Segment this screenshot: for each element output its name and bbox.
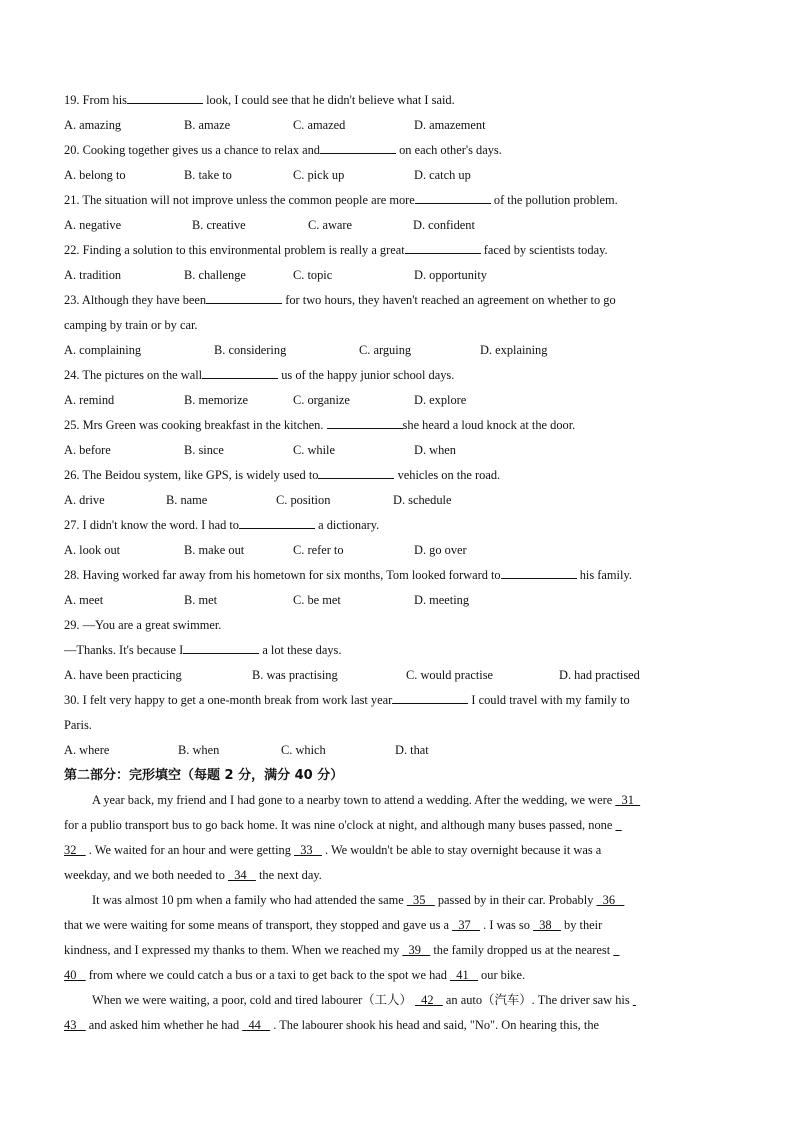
answer-option[interactable]: A. complaining	[64, 343, 142, 357]
answer-option[interactable]: D. had practised	[559, 668, 640, 682]
question-text: The Beidou system, like GPS, is widely used to	[82, 468, 319, 482]
question-number: 20.	[64, 143, 83, 157]
answer-option[interactable]: C. which	[281, 743, 326, 757]
question-stem	[64, 238, 734, 263]
question-text: faced by scientists today.	[480, 243, 608, 257]
question-number: 19.	[64, 93, 83, 107]
answer-blank[interactable]	[202, 364, 278, 379]
answer-option[interactable]: A. look out	[64, 543, 121, 557]
passage-text: When we were waiting, a poor, cold and tired labourer（工人）	[92, 993, 415, 1007]
dialog-text: a lot these days.	[259, 643, 342, 657]
answer-option[interactable]: A. tradition	[64, 268, 122, 282]
answer-option[interactable]: A. before	[64, 443, 111, 457]
passage-text: It was almost 10 pm when a family who had attended the same	[92, 893, 407, 907]
passage-text: by their	[560, 918, 603, 932]
question-number: 24.	[64, 368, 83, 382]
question-stem	[64, 188, 734, 213]
question-text: I didn't know the word. I had to	[82, 518, 239, 532]
question-text: Having worked far away from his hometown for six months, Tom looked forward to	[82, 568, 501, 582]
question-text: of the pollution problem.	[490, 193, 618, 207]
question-text: The situation will not improve unless the common people are more	[82, 193, 415, 207]
passage-text: A year back, my friend and I had gone to a nearby town to attend a wedding. After the wedding, we were	[92, 793, 616, 807]
section-heading: 第二部分：完形填空（每题 2 分，满分 40 分）	[64, 768, 344, 783]
passage-text: from where we could catch a bus or a taxi to get back to the spot we had	[85, 968, 451, 982]
question-text: I could travel with my family to	[468, 693, 630, 707]
question-number: 28.	[64, 568, 83, 582]
cloze-blank[interactable]: 36	[596, 893, 625, 907]
answer-blank[interactable]	[239, 514, 315, 529]
answer-option[interactable]: D. when	[414, 443, 456, 457]
answer-option[interactable]: A. belong to	[64, 168, 126, 182]
cloze-blank[interactable]: 37	[452, 918, 481, 932]
answer-option[interactable]: D. explaining	[480, 343, 548, 357]
answer-option[interactable]: B. challenge	[184, 268, 246, 282]
passage-text: kindness, and I expressed my thanks to them. When we reached my	[64, 943, 403, 957]
options-row	[64, 388, 734, 413]
cloze-blank[interactable]: 34	[228, 868, 256, 882]
answer-blank[interactable]	[501, 564, 577, 579]
cloze-blank[interactable]	[615, 813, 621, 838]
answer-option[interactable]: A. remind	[64, 393, 115, 407]
answer-option[interactable]: D. catch up	[414, 168, 471, 182]
passage-line	[64, 963, 734, 988]
options-row	[64, 163, 734, 188]
cloze-blank[interactable]: 43	[64, 1018, 86, 1032]
cloze-blank[interactable]	[633, 988, 636, 1013]
cloze-blank[interactable]	[613, 938, 619, 963]
options-row	[64, 588, 734, 613]
answer-option[interactable]: B. take to	[184, 168, 232, 182]
options-row	[64, 263, 734, 288]
question-stem	[64, 563, 734, 588]
answer-option[interactable]: A. drive	[64, 493, 105, 507]
answer-option[interactable]: B. met	[184, 593, 218, 607]
passage-text: and asked him whether he had	[85, 1018, 243, 1032]
answer-option[interactable]: B. amaze	[184, 118, 231, 132]
answer-option[interactable]: B. since	[184, 443, 224, 457]
question-continuation: Paris.	[64, 718, 92, 732]
exam-page	[64, 88, 734, 1038]
options-row	[64, 738, 734, 763]
answer-option[interactable]: C. pick up	[293, 168, 345, 182]
answer-option[interactable]: C. position	[276, 493, 331, 507]
cloze-blank[interactable]: 38	[533, 918, 561, 932]
answer-blank[interactable]	[327, 414, 403, 429]
answer-option[interactable]: D. opportunity	[414, 268, 487, 282]
answer-option[interactable]: D. confident	[413, 218, 475, 232]
question-text: I felt very happy to get a one-month break from work last year	[82, 693, 393, 707]
answer-option[interactable]: D. meeting	[414, 593, 470, 607]
passage-line	[64, 1013, 734, 1038]
answer-option[interactable]: D. schedule	[393, 493, 452, 507]
question-text: she heard a loud knock at the door.	[402, 418, 576, 432]
passage-text: . We wouldn't be able to stay overnight because it was a	[321, 843, 602, 857]
question-stem	[64, 88, 734, 113]
answer-option[interactable]: B. make out	[184, 543, 245, 557]
passage-line	[64, 813, 734, 838]
question-number: 21.	[64, 193, 83, 207]
question-text: his family.	[576, 568, 632, 582]
cloze-blank[interactable]: 31	[615, 793, 641, 807]
passage-text: our bike.	[477, 968, 526, 982]
answer-option[interactable]: C. topic	[293, 268, 333, 282]
answer-option[interactable]: C. organize	[293, 393, 350, 407]
question-text: From his	[82, 93, 128, 107]
cloze-blank[interactable]: 40	[64, 968, 86, 982]
answer-option[interactable]: C. aware	[308, 218, 353, 232]
question-text: us of the happy junior school days.	[278, 368, 455, 382]
question-stem	[64, 463, 734, 488]
passage-text: for a publio transport bus to go back home. It was nine o'clock at night, and although many buses passed, none	[64, 818, 616, 832]
question-number: 22.	[64, 243, 83, 257]
answer-option[interactable]: B. when	[178, 743, 220, 757]
passage-text: the next day.	[255, 868, 322, 882]
answer-option[interactable]: C. would practise	[406, 668, 494, 682]
options-row	[64, 488, 734, 513]
answer-option[interactable]: C. while	[293, 443, 335, 457]
answer-option[interactable]: C. be met	[293, 593, 341, 607]
question-text: look, I could see that he didn't believe what I said.	[203, 93, 455, 107]
passage-line	[64, 988, 734, 1013]
cloze-blank[interactable]: 42	[414, 993, 443, 1007]
question-continuation: camping by train or by car.	[64, 318, 198, 332]
question-text: vehicles on the road.	[394, 468, 501, 482]
passage-text: that we were waiting for some means of transport, they stopped and gave us a	[64, 918, 453, 932]
question-text: Although they have been	[81, 293, 207, 307]
question-text: Finding a solution to this environmental problem is really a great	[82, 243, 405, 257]
answer-option[interactable]: B. memorize	[184, 393, 248, 407]
options-row	[64, 438, 734, 463]
answer-blank[interactable]	[206, 289, 282, 304]
passage-text: weekday, and we both needed to	[64, 868, 228, 882]
options-row	[64, 538, 734, 563]
answer-option[interactable]: A. where	[64, 743, 110, 757]
options-row	[64, 663, 734, 688]
passage-line	[64, 888, 734, 913]
answer-option[interactable]: B. considering	[214, 343, 287, 357]
answer-option[interactable]: D. go over	[414, 543, 467, 557]
question-stem	[64, 513, 734, 538]
question-number: 30.	[64, 693, 83, 707]
answer-option[interactable]: A. meet	[64, 593, 104, 607]
answer-blank[interactable]	[127, 89, 203, 104]
question-number: 23.	[64, 293, 82, 307]
options-row	[64, 338, 734, 363]
passage-text: . We waited for an hour and were getting	[85, 843, 294, 857]
answer-blank[interactable]	[183, 639, 259, 654]
cloze-blank[interactable]: 41	[450, 968, 478, 982]
answer-option[interactable]: C. arguing	[359, 343, 412, 357]
question-stem	[64, 363, 734, 388]
question-stem	[64, 138, 734, 163]
passage-line	[64, 938, 734, 963]
passage-line	[64, 913, 734, 938]
options-row	[64, 113, 734, 138]
answer-option[interactable]: C. refer to	[293, 543, 344, 557]
question-text: a dictionary.	[315, 518, 380, 532]
question-stem	[64, 413, 734, 438]
question-text: The pictures on the wall	[82, 368, 203, 382]
question-number: 25.	[64, 418, 83, 432]
cloze-blank[interactable]: 32	[64, 843, 86, 857]
answer-option[interactable]: D. explore	[414, 393, 467, 407]
options-row	[64, 213, 734, 238]
question-stem	[64, 288, 734, 313]
answer-option[interactable]: C. amazed	[293, 118, 346, 132]
question-text: for two hours, they haven't reached an agreement on whether to go	[282, 293, 616, 307]
question-text: —You are a great swimmer.	[82, 618, 222, 632]
cloze-blank[interactable]: 33	[294, 843, 322, 857]
answer-option[interactable]: B. creative	[192, 218, 246, 232]
cloze-blank[interactable]: 39	[402, 943, 431, 957]
dialog-line	[64, 638, 734, 663]
dialog-text: —Thanks. It's because I	[64, 643, 184, 657]
answer-option[interactable]: B. was practising	[252, 668, 338, 682]
answer-option[interactable]: A. amazing	[64, 118, 122, 132]
answer-option[interactable]: B. name	[166, 493, 208, 507]
answer-blank[interactable]	[320, 139, 396, 154]
answer-option[interactable]: A. negative	[64, 218, 122, 232]
question-text: Mrs Green was cooking breakfast in the kitchen.	[82, 418, 327, 432]
answer-blank[interactable]	[318, 464, 394, 479]
cloze-blank[interactable]: 35	[406, 893, 435, 907]
passage-text: the family dropped us at the nearest	[430, 943, 614, 957]
question-text: on each other's days.	[396, 143, 502, 157]
cloze-blank[interactable]: 44	[242, 1018, 271, 1032]
question-stem	[64, 613, 734, 638]
answer-option[interactable]: A. have been practicing	[64, 668, 182, 682]
question-number: 26.	[64, 468, 83, 482]
passage-line	[64, 788, 734, 813]
answer-option[interactable]: D. that	[395, 743, 429, 757]
answer-blank[interactable]	[405, 239, 481, 254]
passage-line	[64, 863, 734, 888]
question-stem	[64, 688, 734, 713]
passage-text: . The labourer shook his head and said, "No". On hearing this, the	[270, 1018, 600, 1032]
passage-text: passed by in their car. Probably	[434, 893, 597, 907]
answer-option[interactable]: D. amazement	[414, 118, 486, 132]
answer-blank[interactable]	[415, 189, 491, 204]
answer-blank[interactable]	[392, 689, 468, 704]
question-number: 29.	[64, 618, 83, 632]
question-number: 27.	[64, 518, 83, 532]
passage-line	[64, 838, 734, 863]
passage-text: . I was so	[480, 918, 534, 932]
passage-text: an auto（汽车）. The driver saw his	[442, 993, 633, 1007]
question-text: Cooking together gives us a chance to relax and	[82, 143, 321, 157]
